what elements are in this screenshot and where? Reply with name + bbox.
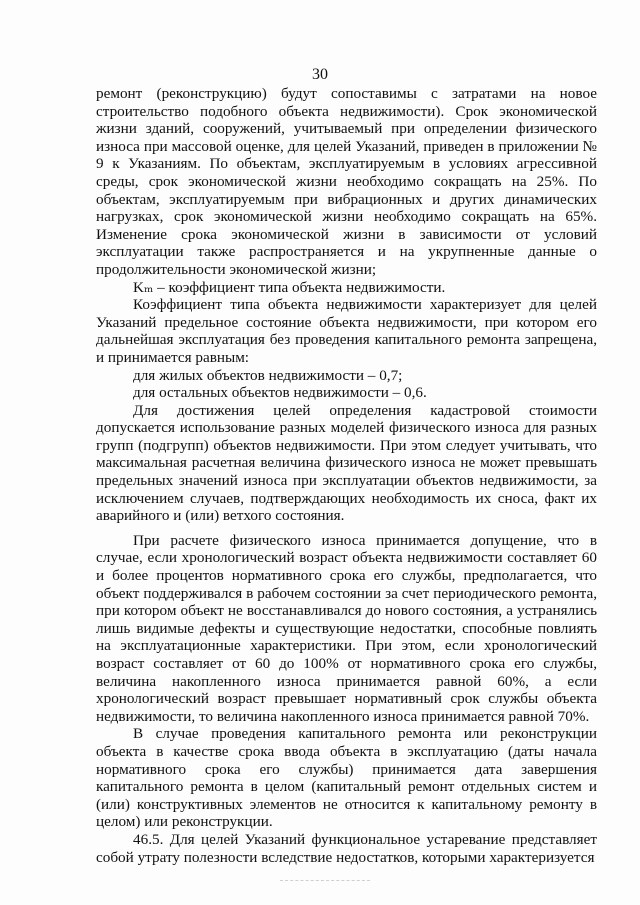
page-number: 30 — [312, 66, 328, 83]
paragraph-km-description: Коэффициент типа объекта недвижимости характеризует для целей Указаний предельное состояние объекта недвижимости, при котором его дальнейшая эксплуатация без проведения капитального ремонта запрещена, и принимается равным: — [96, 296, 597, 366]
scan-artifact — [280, 880, 370, 882]
paragraph-km-definition: Kₘ – коэффициент типа объекта недвижимости. — [133, 278, 446, 296]
paragraph-models: Для достижения целей определения кадастровой стоимости допускается использование разных моделей физического износа для разных групп (подгрупп) объектов недвижимости. При этом следует учитывать, что максимальная расчетная величина физического износа не может превышать предельных значений износа при эксплуатации объектов недвижимости, за исключением случаев, подтверждающих необходимость их сноса, факт их аварийного и (или) ветхого состояния. — [96, 401, 597, 525]
paragraph-functional-obsolescence: 46.5. Для целей Указаний функциональное устаревание представляет собой утрату полезности вследствие недостатков, которыми характеризуется — [96, 830, 597, 866]
paragraph-renovation: В случае проведения капитального ремонта или реконструкции объекта в качестве срока ввода объекта в эксплуатацию (даты начала нормативного срока его службы) принимается дата завершения капитального ремонта в целом (капитальный ремонт отдельных систем и (или) конструктивных элементов не относится к капитальному ремонту в целом) или реконструкции. — [96, 725, 597, 831]
paragraph-assumption: При расчете физического износа принимается допущение, что в случае, если хронологический возраст объекта недвижимости составляет 60 и более процентов нормативного срока его службы, предполагается, что объект поддерживался в рабочем состоянии за счет периодического ремонта, при котором объект не восстанавливался до нового состояния, а устранялись лишь видимые дефекты и существующие недостатки, способные повлиять на эксплуатационные характеристики. При этом, если хронологический возраст составляет от 60 до 100% от нормативного срока его службы, величина накопленного износа принимается равной 60%, а если хронологический возраст превышает нормативный срок службы объекта недвижимости, то величина накопленного износа принимается равной 70%. — [96, 531, 597, 725]
list-item-residential: для жилых объектов недвижимости – 0,7; — [133, 366, 403, 384]
list-item-other: для остальных объектов недвижимости – 0,6. — [133, 384, 427, 402]
document-body — [96, 85, 597, 866]
paragraph-economic-life: ремонт (реконструкцию) будут сопоставимы с затратами на новое строительство подобного объекта недвижимости). Срок экономической жизни зданий, сооружений, учитываемый при определении физического износа при массовой оценке, для целей Указаний, приведен в приложении № 9 к Указаниям. По объектам, эксплуатируемым в условиях агрессивной среды, срок экономической жизни необходимо сокращать на 25%. По объектам, эксплуатируемым при вибрационных и других динамических нагрузках, срок экономической жизни необходимо сокращать на 65%. Изменение срока экономической жизни в зависимости от условий эксплуатации также распространяется и на укрупненные данные о продолжительности экономической жизни; — [96, 85, 597, 278]
